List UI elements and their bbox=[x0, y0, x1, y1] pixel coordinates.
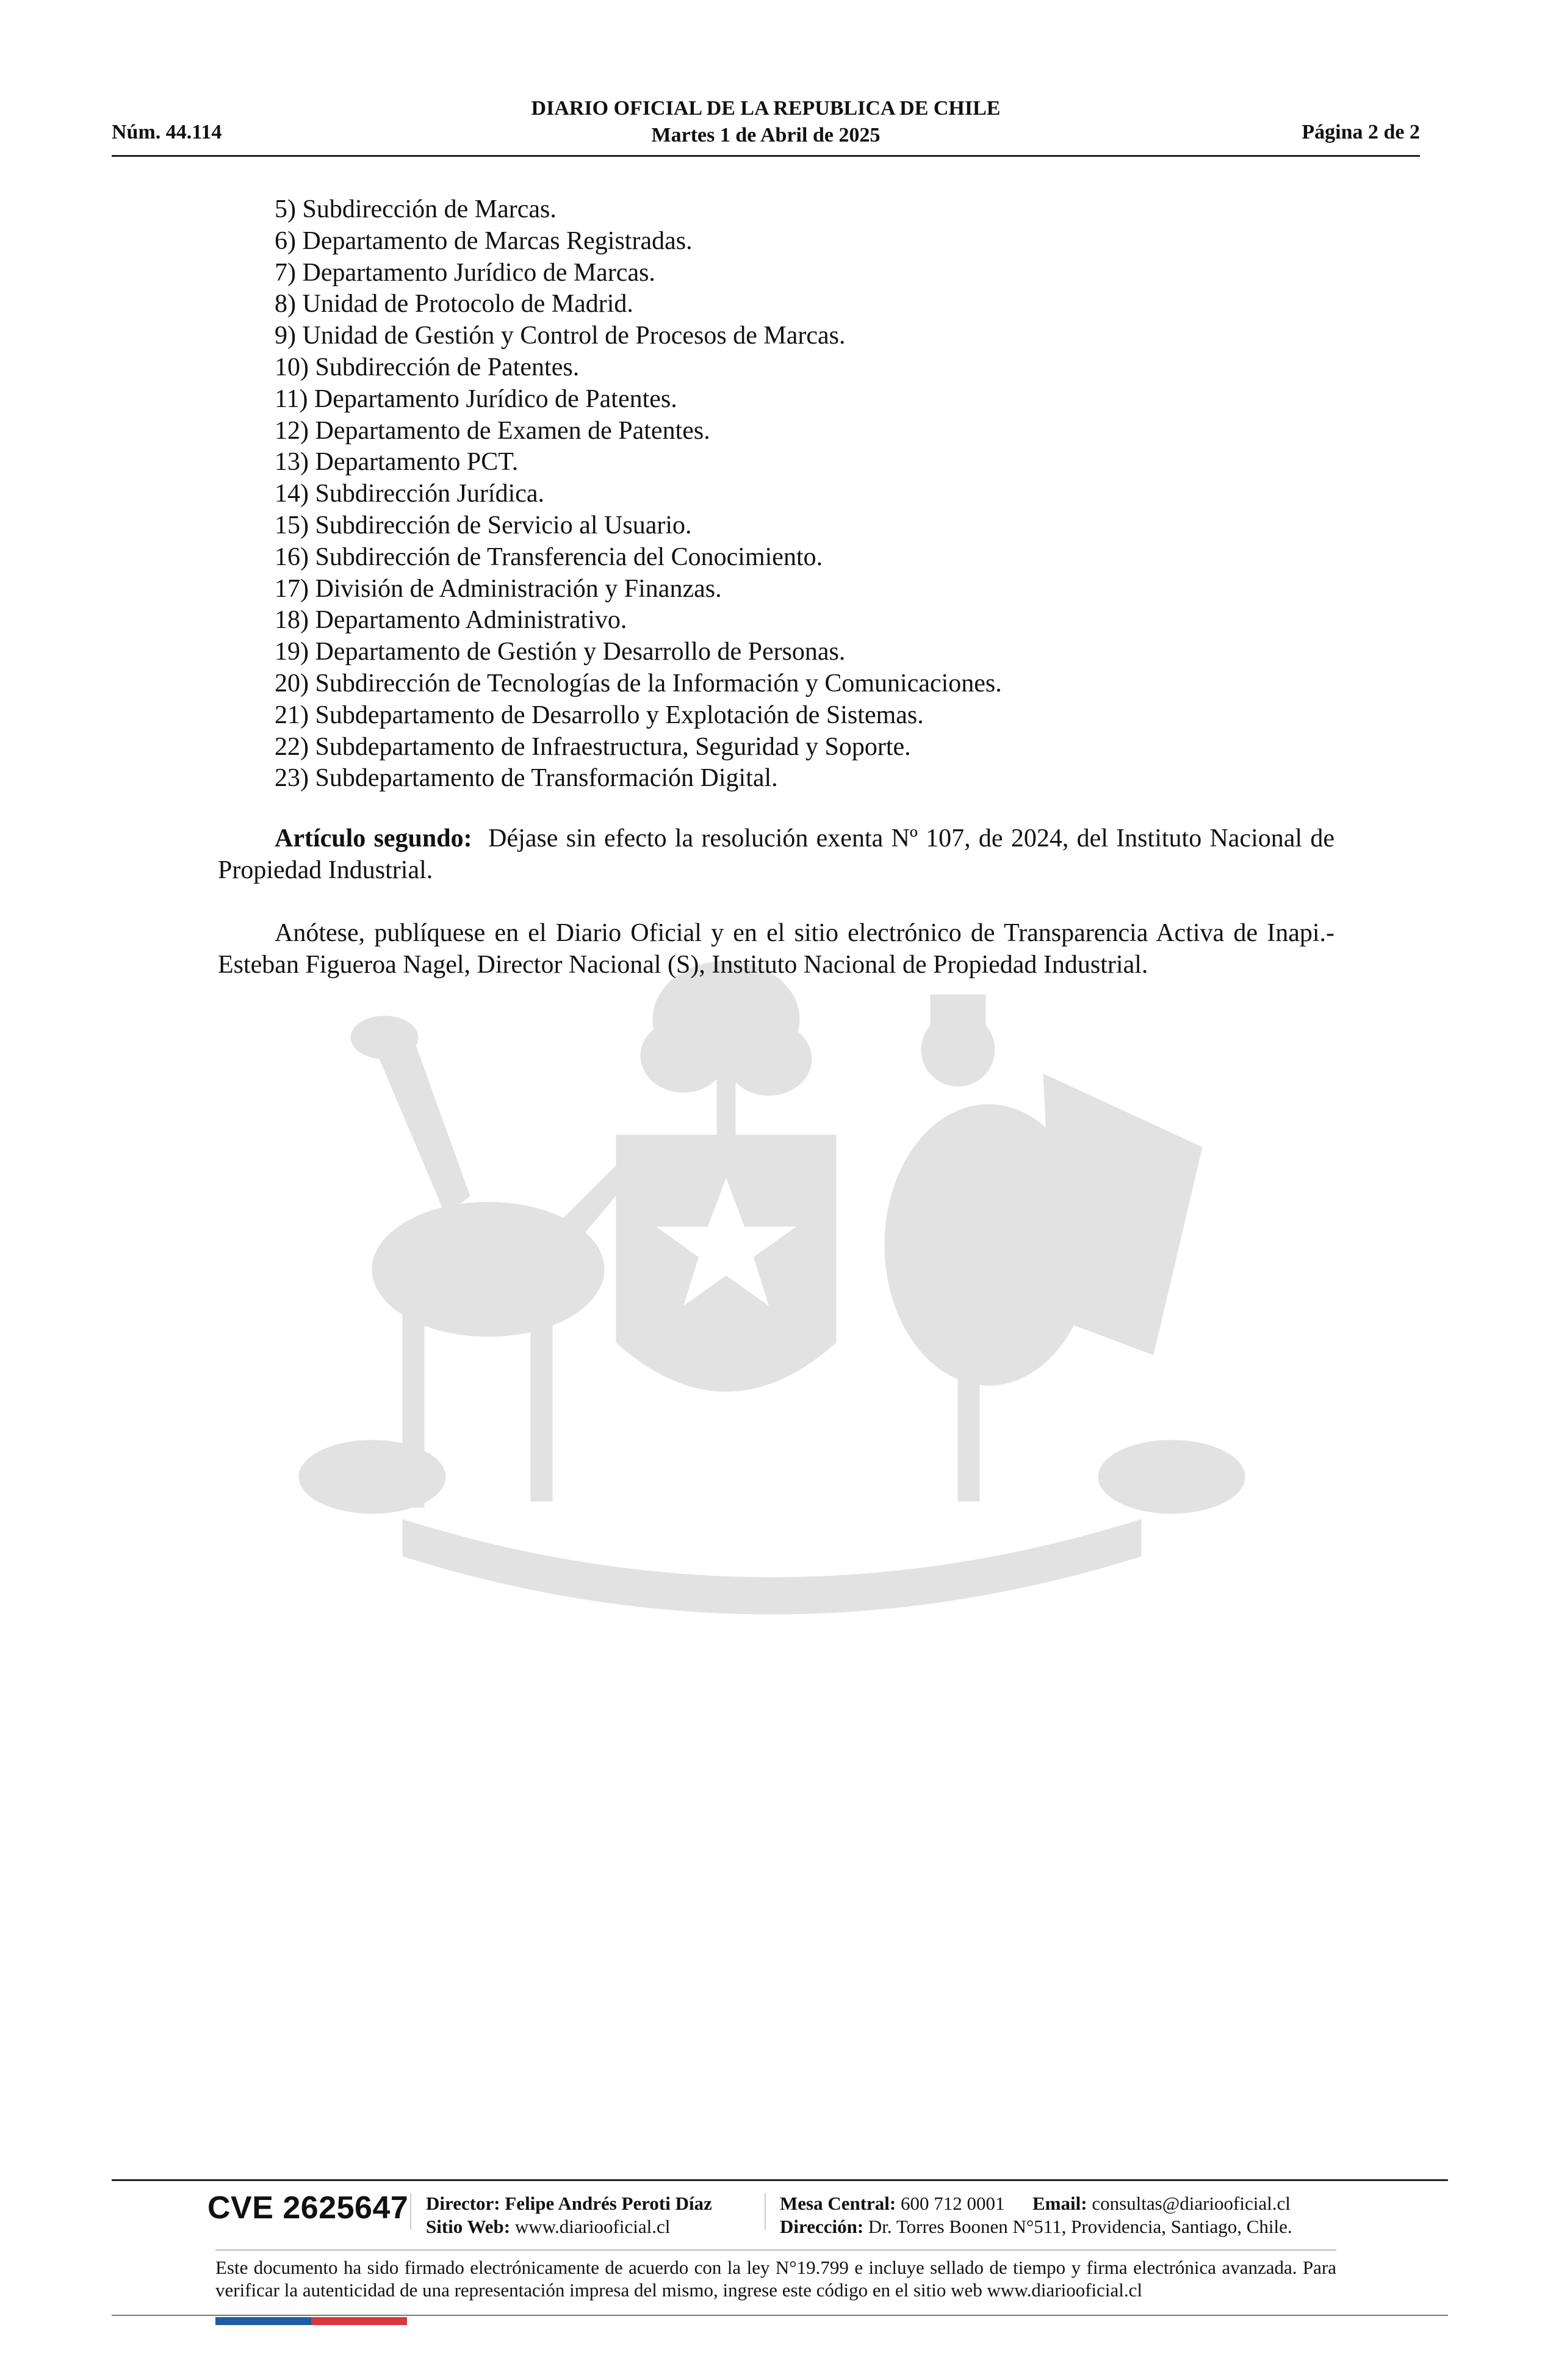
footer-divider-middle bbox=[215, 2249, 1336, 2251]
director-label: Director: bbox=[426, 2193, 500, 2214]
article-text: Déjase sin efecto la resolución exenta Nº 107, de 2024, del Instituto Nacional de Propiedad Industrial. bbox=[218, 824, 1334, 884]
page-indicator: Página 2 de 2 bbox=[1302, 121, 1420, 143]
list-item: 15) Subdirección de Servicio al Usuario. bbox=[275, 511, 692, 539]
contact-line bbox=[780, 2192, 1292, 2215]
organization-units-list bbox=[275, 194, 1002, 795]
plume-icon bbox=[641, 961, 812, 1135]
director-name: Felipe Andrés Peroti Díaz bbox=[505, 2193, 712, 2214]
list-item: 6) Departamento de Marcas Registradas. bbox=[275, 226, 693, 255]
list-item: 22) Subdepartamento de Infraestructura, Seguridad y Soporte. bbox=[275, 732, 911, 761]
masthead-date: Martes 1 de Abril de 2025 bbox=[651, 124, 881, 146]
list-item: 18) Departamento Administrativo. bbox=[275, 606, 627, 635]
huemul-icon bbox=[351, 1016, 641, 1507]
address-label: Dirección: bbox=[780, 2216, 864, 2237]
list-item: 10) Subdirección de Patentes. bbox=[275, 353, 580, 381]
list-item: 20) Subdirección de Tecnologías de la Información y Comunicaciones. bbox=[275, 669, 1002, 698]
flag-stripe-blue bbox=[215, 2317, 311, 2325]
footer-contact-info bbox=[780, 2192, 1292, 2238]
footer-divider-top bbox=[112, 2179, 1448, 2181]
email-label: Email: bbox=[1032, 2193, 1087, 2214]
list-item: 19) Departamento de Gestión y Desarrollo de Personas. bbox=[275, 638, 846, 666]
closing-paragraph: Anótese, publíquese en el Diario Oficial y en el sitio electrónico de Transparencia Activa de Inapi.- Esteban Figueroa Nagel, Director Nacional (S), Instituto Nacional de Propiedad Industrial. bbox=[218, 919, 1334, 979]
cve-code: CVE 2625647 bbox=[207, 2190, 409, 2226]
list-item: 13) Departamento PCT. bbox=[275, 448, 519, 477]
list-item: 17) División de Administración y Finanzas. bbox=[275, 574, 722, 603]
footer-column-separator bbox=[410, 2193, 411, 2230]
footer-column-separator bbox=[765, 2193, 766, 2230]
flag-stripe-red bbox=[311, 2317, 407, 2325]
list-item: 11) Departamento Jurídico de Patentes. bbox=[275, 384, 677, 413]
scroll-ornament-icon bbox=[299, 1440, 1245, 1614]
list-item: 7) Departamento Jurídico de Marcas. bbox=[275, 258, 655, 287]
list-item: 23) Subdepartamento de Transformación Digital. bbox=[275, 764, 778, 793]
coat-of-arms-watermark bbox=[201, 952, 1342, 1672]
phone-number: 600 712 0001 bbox=[901, 2193, 1005, 2214]
footer-publisher-info bbox=[426, 2192, 712, 2238]
list-item: 14) Subdirección Jurídica. bbox=[275, 480, 545, 508]
list-item: 5) Subdirección de Marcas. bbox=[275, 195, 556, 223]
article-heading: Artículo segundo: bbox=[275, 824, 472, 853]
condor-icon bbox=[885, 995, 1202, 1501]
website-link[interactable]: www.diariooficial.cl bbox=[514, 2216, 671, 2237]
masthead-title: DIARIO OFICIAL DE LA REPUBLICA DE CHILE bbox=[531, 97, 1001, 120]
list-item: 21) Subdepartamento de Desarrollo y Explotación de Sistemas. bbox=[275, 701, 924, 729]
list-item: 16) Subdirección de Transferencia del Conocimiento. bbox=[275, 543, 823, 571]
list-item: 12) Departamento de Examen de Patentes. bbox=[275, 416, 710, 445]
footer-divider-bottom bbox=[112, 2315, 1448, 2316]
list-item: 8) Unidad de Protocolo de Madrid. bbox=[275, 290, 633, 319]
header-divider bbox=[112, 155, 1420, 157]
shield-icon bbox=[616, 1135, 836, 1391]
issue-number: Núm. 44.114 bbox=[112, 121, 222, 143]
address-text: Dr. Torres Boonen N°511, Providencia, Santiago, Chile. bbox=[868, 2216, 1292, 2237]
director-line bbox=[426, 2192, 712, 2215]
email-link[interactable]: consultas@diariooficial.cl bbox=[1092, 2193, 1291, 2214]
list-item: 9) Unidad de Gestión y Control de Procesos de Marcas. bbox=[275, 322, 846, 350]
phone-label: Mesa Central: bbox=[780, 2193, 896, 2214]
article-paragraph bbox=[218, 823, 1334, 886]
website-label: Sitio Web: bbox=[426, 2216, 511, 2237]
address-line bbox=[780, 2215, 1292, 2238]
website-line bbox=[426, 2215, 712, 2238]
signature-disclaimer: Este documento ha sido firmado electrónicamente de acuerdo con la ley N°19.799 e incluye sellado de tiempo y firma electrónica avanzada. Para verificar la autenticidad de una representación impresa del mismo, ingrese este código en el sitio web www.diariooficial.cl bbox=[215, 2257, 1336, 2301]
